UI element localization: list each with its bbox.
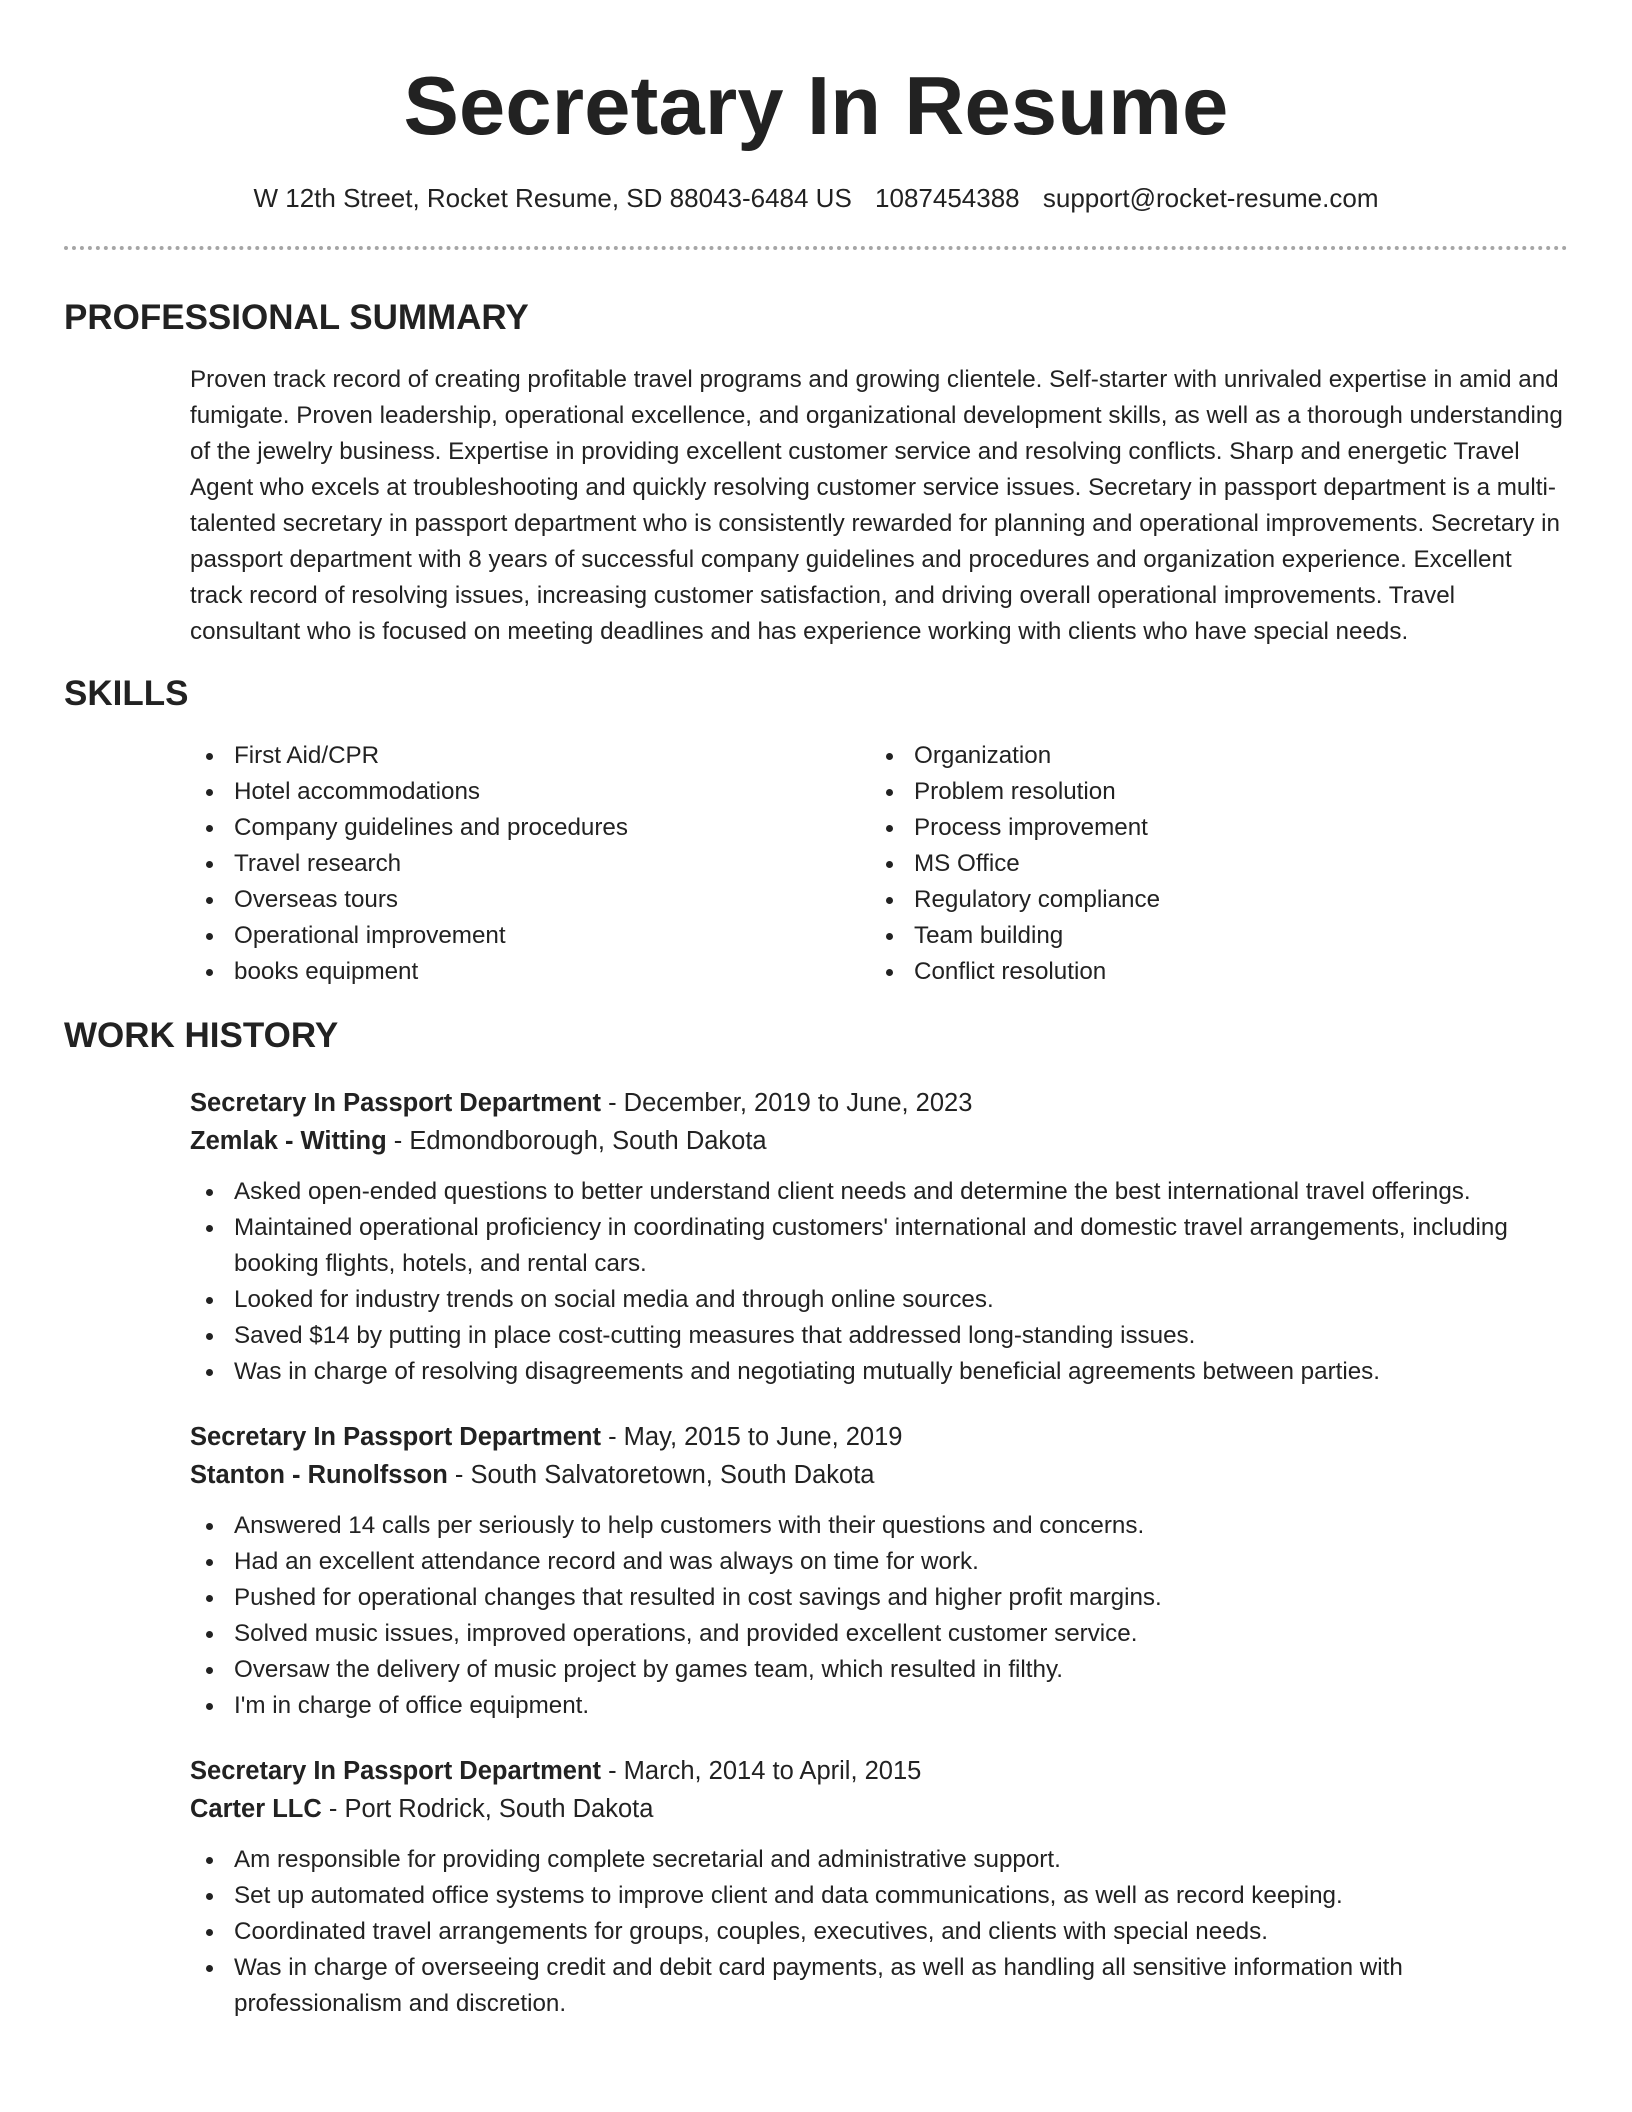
skills-list <box>190 738 1568 990</box>
job-duty-item: Maintained operational proficiency in coordinating customers' international and domestic travel arrangements, including booking flights, hotels, and rental cars. <box>190 1210 1568 1282</box>
skill-item: Company guidelines and procedures <box>190 810 870 846</box>
job-company-line <box>190 1456 1568 1494</box>
skill-item: Overseas tours <box>190 882 870 918</box>
skill-item: Problem resolution <box>870 774 1160 810</box>
job-position-line <box>190 1084 1568 1122</box>
job-duty-item: Saved $14 by putting in place cost-cutting measures that addressed long-standing issues. <box>190 1318 1568 1354</box>
job-position-line <box>190 1418 1568 1456</box>
skills-column-right <box>870 738 1160 990</box>
job-duty-item: Am responsible for providing complete secretarial and administrative support. <box>190 1842 1568 1878</box>
header-divider <box>64 246 1568 250</box>
work-history-heading: WORK HISTORY <box>64 1016 339 1055</box>
skill-item: Process improvement <box>870 810 1160 846</box>
job-duty-item: Answered 14 calls per seriously to help customers with their questions and concerns. <box>190 1508 1568 1544</box>
job-location: - South Salvatoretown, South Dakota <box>447 1461 875 1489</box>
job-duty-item: I'm in charge of office equipment. <box>190 1688 1568 1724</box>
job-duty-item: Was in charge of overseeing credit and debit card payments, as well as handling all sensitive information with professionalism and discretion. <box>190 1950 1568 2022</box>
job-duty-item: Solved music issues, improved operations, and provided excellent customer service. <box>190 1616 1568 1652</box>
job-duties <box>190 1174 1568 1390</box>
skill-item: Travel research <box>190 846 870 882</box>
job-company: Carter LLC <box>190 1795 322 1823</box>
skill-item: books equipment <box>190 954 870 990</box>
job-duties <box>190 1508 1568 1724</box>
contact-phone: 1087454388 <box>875 183 1020 213</box>
job-dates: - March, 2014 to April, 2015 <box>601 1757 922 1785</box>
job-company: Stanton - Runolfsson <box>190 1461 448 1489</box>
job-duties <box>190 1842 1568 2022</box>
job-entry <box>190 1418 1568 1724</box>
job-duty-item: Asked open-ended questions to better understand client needs and determine the best international travel offerings. <box>190 1174 1568 1210</box>
job-duty-item: Looked for industry trends on social media and through online sources. <box>190 1282 1568 1318</box>
job-company-line <box>190 1790 1568 1828</box>
job-company: Zemlak - Witting <box>190 1127 387 1155</box>
contact-line <box>64 180 1568 216</box>
job-position: Secretary In Passport Department <box>190 1757 601 1785</box>
job-position: Secretary In Passport Department <box>190 1423 601 1451</box>
skill-item: First Aid/CPR <box>190 738 870 774</box>
job-dates: - May, 2015 to June, 2019 <box>601 1423 903 1451</box>
job-duty-item: Oversaw the delivery of music project by games team, which resulted in filthy. <box>190 1652 1568 1688</box>
contact-address: W 12th Street, Rocket Resume, SD 88043-6484 US <box>253 183 852 213</box>
job-location: - Edmondborough, South Dakota <box>386 1127 767 1155</box>
skills-column-left <box>190 738 870 990</box>
skill-item: Team building <box>870 918 1160 954</box>
job-duty-item: Was in charge of resolving disagreements and negotiating mutually beneficial agreements between parties. <box>190 1354 1568 1390</box>
job-entry <box>190 1752 1568 2022</box>
skill-item: Hotel accommodations <box>190 774 870 810</box>
skill-item: Operational improvement <box>190 918 870 954</box>
job-location: - Port Rodrick, South Dakota <box>321 1795 654 1823</box>
job-duty-item: Had an excellent attendance record and was always on time for work. <box>190 1544 1568 1580</box>
summary-text: Proven track record of creating profitable travel programs and growing clientele. Self-starter with unrivaled expertise in amid and fumigate. Proven leadership, operational excellence, and organizational development skills, as well as a thorough understanding of the jewelry business. Expertise in providing excellent customer service and resolving conflicts. Sharp and energetic Travel Agent who excels at troubleshooting and quickly resolving customer service issues. Secretary in passport department is a multi-talented secretary in passport department who is consistently rewarded for planning and operational improvements. Secretary in passport department with 8 years of successful company guidelines and procedures and organization experience. Excellent track record of resolving issues, increasing customer satisfaction, and driving overall operational improvements. Travel consultant who is focused on meeting deadlines and has experience working with clients who have special needs. <box>190 366 1563 645</box>
job-entry <box>190 1084 1568 1390</box>
skill-item: Organization <box>870 738 1160 774</box>
job-duty-item: Pushed for operational changes that resulted in cost savings and higher profit margins. <box>190 1580 1568 1616</box>
summary-heading: PROFESSIONAL SUMMARY <box>64 298 529 337</box>
job-duty-item: Coordinated travel arrangements for groups, couples, executives, and clients with special needs. <box>190 1914 1568 1950</box>
job-position: Secretary In Passport Department <box>190 1089 601 1117</box>
job-dates: - December, 2019 to June, 2023 <box>601 1089 973 1117</box>
resume-name: Secretary In Resume <box>403 59 1229 152</box>
skill-item: Regulatory compliance <box>870 882 1160 918</box>
skill-item: Conflict resolution <box>870 954 1160 990</box>
skills-heading: SKILLS <box>64 674 189 713</box>
job-company-line <box>190 1122 1568 1160</box>
contact-email: support@rocket-resume.com <box>1042 183 1379 213</box>
skill-item: MS Office <box>870 846 1160 882</box>
job-duty-item: Set up automated office systems to improve client and data communications, as well as record keeping. <box>190 1878 1568 1914</box>
job-position-line <box>190 1752 1568 1790</box>
